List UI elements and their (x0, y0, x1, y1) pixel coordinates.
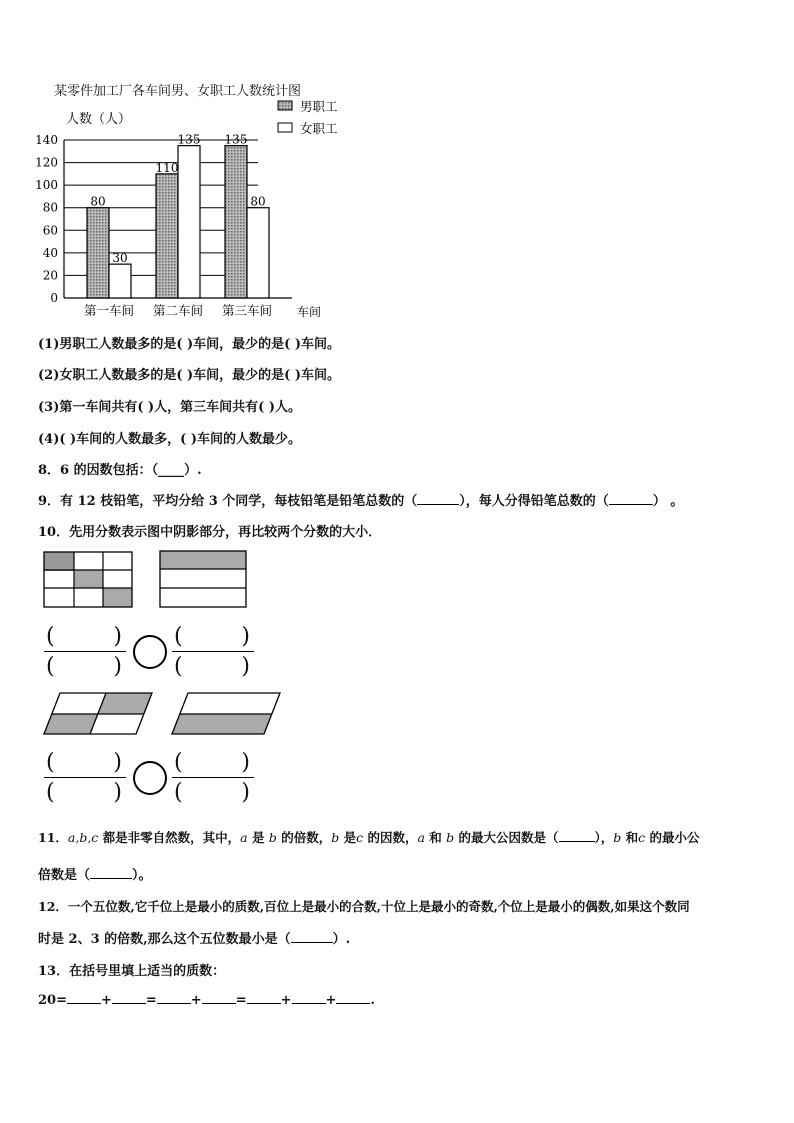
fraction-grids-row-1 (40, 548, 290, 612)
data-label: 30 (112, 251, 128, 266)
category-label: 第三车间 (221, 303, 273, 318)
question-10: 10．先用分数表示图中阴影部分，再比较两个分数的大小． (38, 525, 382, 540)
legend-swatch-male (278, 101, 292, 110)
q9-text-b: ），每人分得铅笔总数的（ (459, 494, 609, 509)
bar-male (87, 208, 109, 298)
question-4: (4)( )车间的人数最多，( )车间的人数最少。 (38, 432, 302, 447)
question-13: 13．在括号里填上适当的质数： (38, 964, 226, 979)
question-12-line-1: 12．一个五位数,它千位上是最小的质数,百位上是最小的合数,十位上是最小的奇数,个位上是最小的偶数,如果这个数同 (38, 899, 690, 914)
y-tick-label: 100 (35, 178, 58, 193)
y-tick-label: 60 (42, 223, 58, 238)
q13-blank-6[interactable] (292, 991, 326, 1004)
fraction-2-right[interactable]: ( ) ( ) (172, 750, 254, 806)
y-axis-label: 人数（人） (66, 112, 132, 127)
parallelogram-quarters (44, 693, 152, 734)
bar-female (247, 208, 269, 298)
grid-3x3 (44, 552, 132, 607)
question-12-line-2: 时是 2、3 的倍数,那么这个五位数最小是（ ）. (38, 932, 351, 947)
legend-swatch-female (278, 123, 292, 132)
x-axis-label: 车间 (297, 305, 322, 319)
fraction-2-left[interactable]: ( ) ( ) (44, 750, 126, 806)
bar-female (109, 264, 131, 298)
y-tick-label: 140 (35, 133, 58, 147)
data-label: 80 (90, 194, 106, 209)
category-label: 第二车间 (152, 303, 204, 318)
question-11-line-2: 倍数是（ ）。 (38, 868, 152, 883)
y-tick-label: 40 (42, 245, 58, 260)
data-label: 110 (155, 160, 179, 175)
fraction-1-right[interactable]: ( ) ( ) (172, 624, 254, 680)
q12-blank[interactable] (291, 930, 333, 943)
bar-chart (30, 96, 360, 326)
compare-circle-2[interactable] (133, 761, 167, 795)
question-2: (2)女职工人数最多的是( )车间，最少的是( )车间。 (38, 368, 341, 383)
parallelogram-halves (172, 693, 280, 734)
legend-label-male: 男职工 (300, 99, 338, 114)
y-tick-label: 0 (50, 291, 58, 305)
q13-blank-7[interactable] (336, 991, 370, 1004)
q11-blank-2[interactable] (90, 866, 132, 879)
q13-blank-4[interactable] (202, 991, 236, 1004)
q9-blank-2[interactable] (609, 492, 653, 505)
data-label: 135 (224, 132, 248, 147)
bar-male (225, 146, 247, 298)
q13-blank-3[interactable] (157, 991, 191, 1004)
question-11-line-1: 11．a,b,c 都是非零自然数，其中，a 是 b 的倍数，b 是c 的因数，a 和 b 的最大公因数是（ ），b 和c 的最小公 (38, 830, 700, 845)
y-tick-label: 20 (42, 268, 58, 283)
y-tick-label: 80 (42, 200, 58, 215)
fraction-parallelograms-row-2 (40, 688, 290, 738)
data-label: 80 (250, 194, 266, 209)
fraction-1-left[interactable]: ( ) ( ) (44, 624, 126, 680)
q13-blank-5[interactable] (247, 991, 281, 1004)
q13-blank-1[interactable] (67, 991, 101, 1004)
question-3: (3)第一车间共有( )人，第三车间共有( )人。 (38, 400, 302, 415)
y-tick-label: 120 (35, 155, 58, 170)
legend-label-female: 女职工 (300, 121, 338, 136)
q11-blank-1[interactable] (559, 829, 595, 842)
chart-title: 某零件加工厂各车间男、女职工人数统计图 (54, 84, 302, 99)
grid-3-rows (160, 551, 246, 607)
q9-text-a: 9．有 12 枝铅笔，平均分给 3 个同学，每枝铅笔是铅笔总数的（ (38, 494, 418, 509)
data-label: 135 (177, 132, 201, 147)
q9-blank-1[interactable] (417, 492, 459, 505)
q9-text-c: ） 。 (652, 494, 684, 509)
question-8: 8．6 的因数包括：（____）. (38, 463, 202, 478)
question-9 (38, 490, 683, 509)
compare-circle-1[interactable] (133, 635, 167, 669)
q13-blank-2[interactable] (112, 991, 146, 1004)
bar-male (156, 174, 178, 298)
bar-female (178, 146, 200, 298)
question-1: (1)男职工人数最多的是( )车间，最少的是( )车间。 (38, 337, 341, 352)
question-13-equation: 20= + = + = + + . (38, 993, 375, 1008)
category-label: 第一车间 (83, 303, 135, 318)
